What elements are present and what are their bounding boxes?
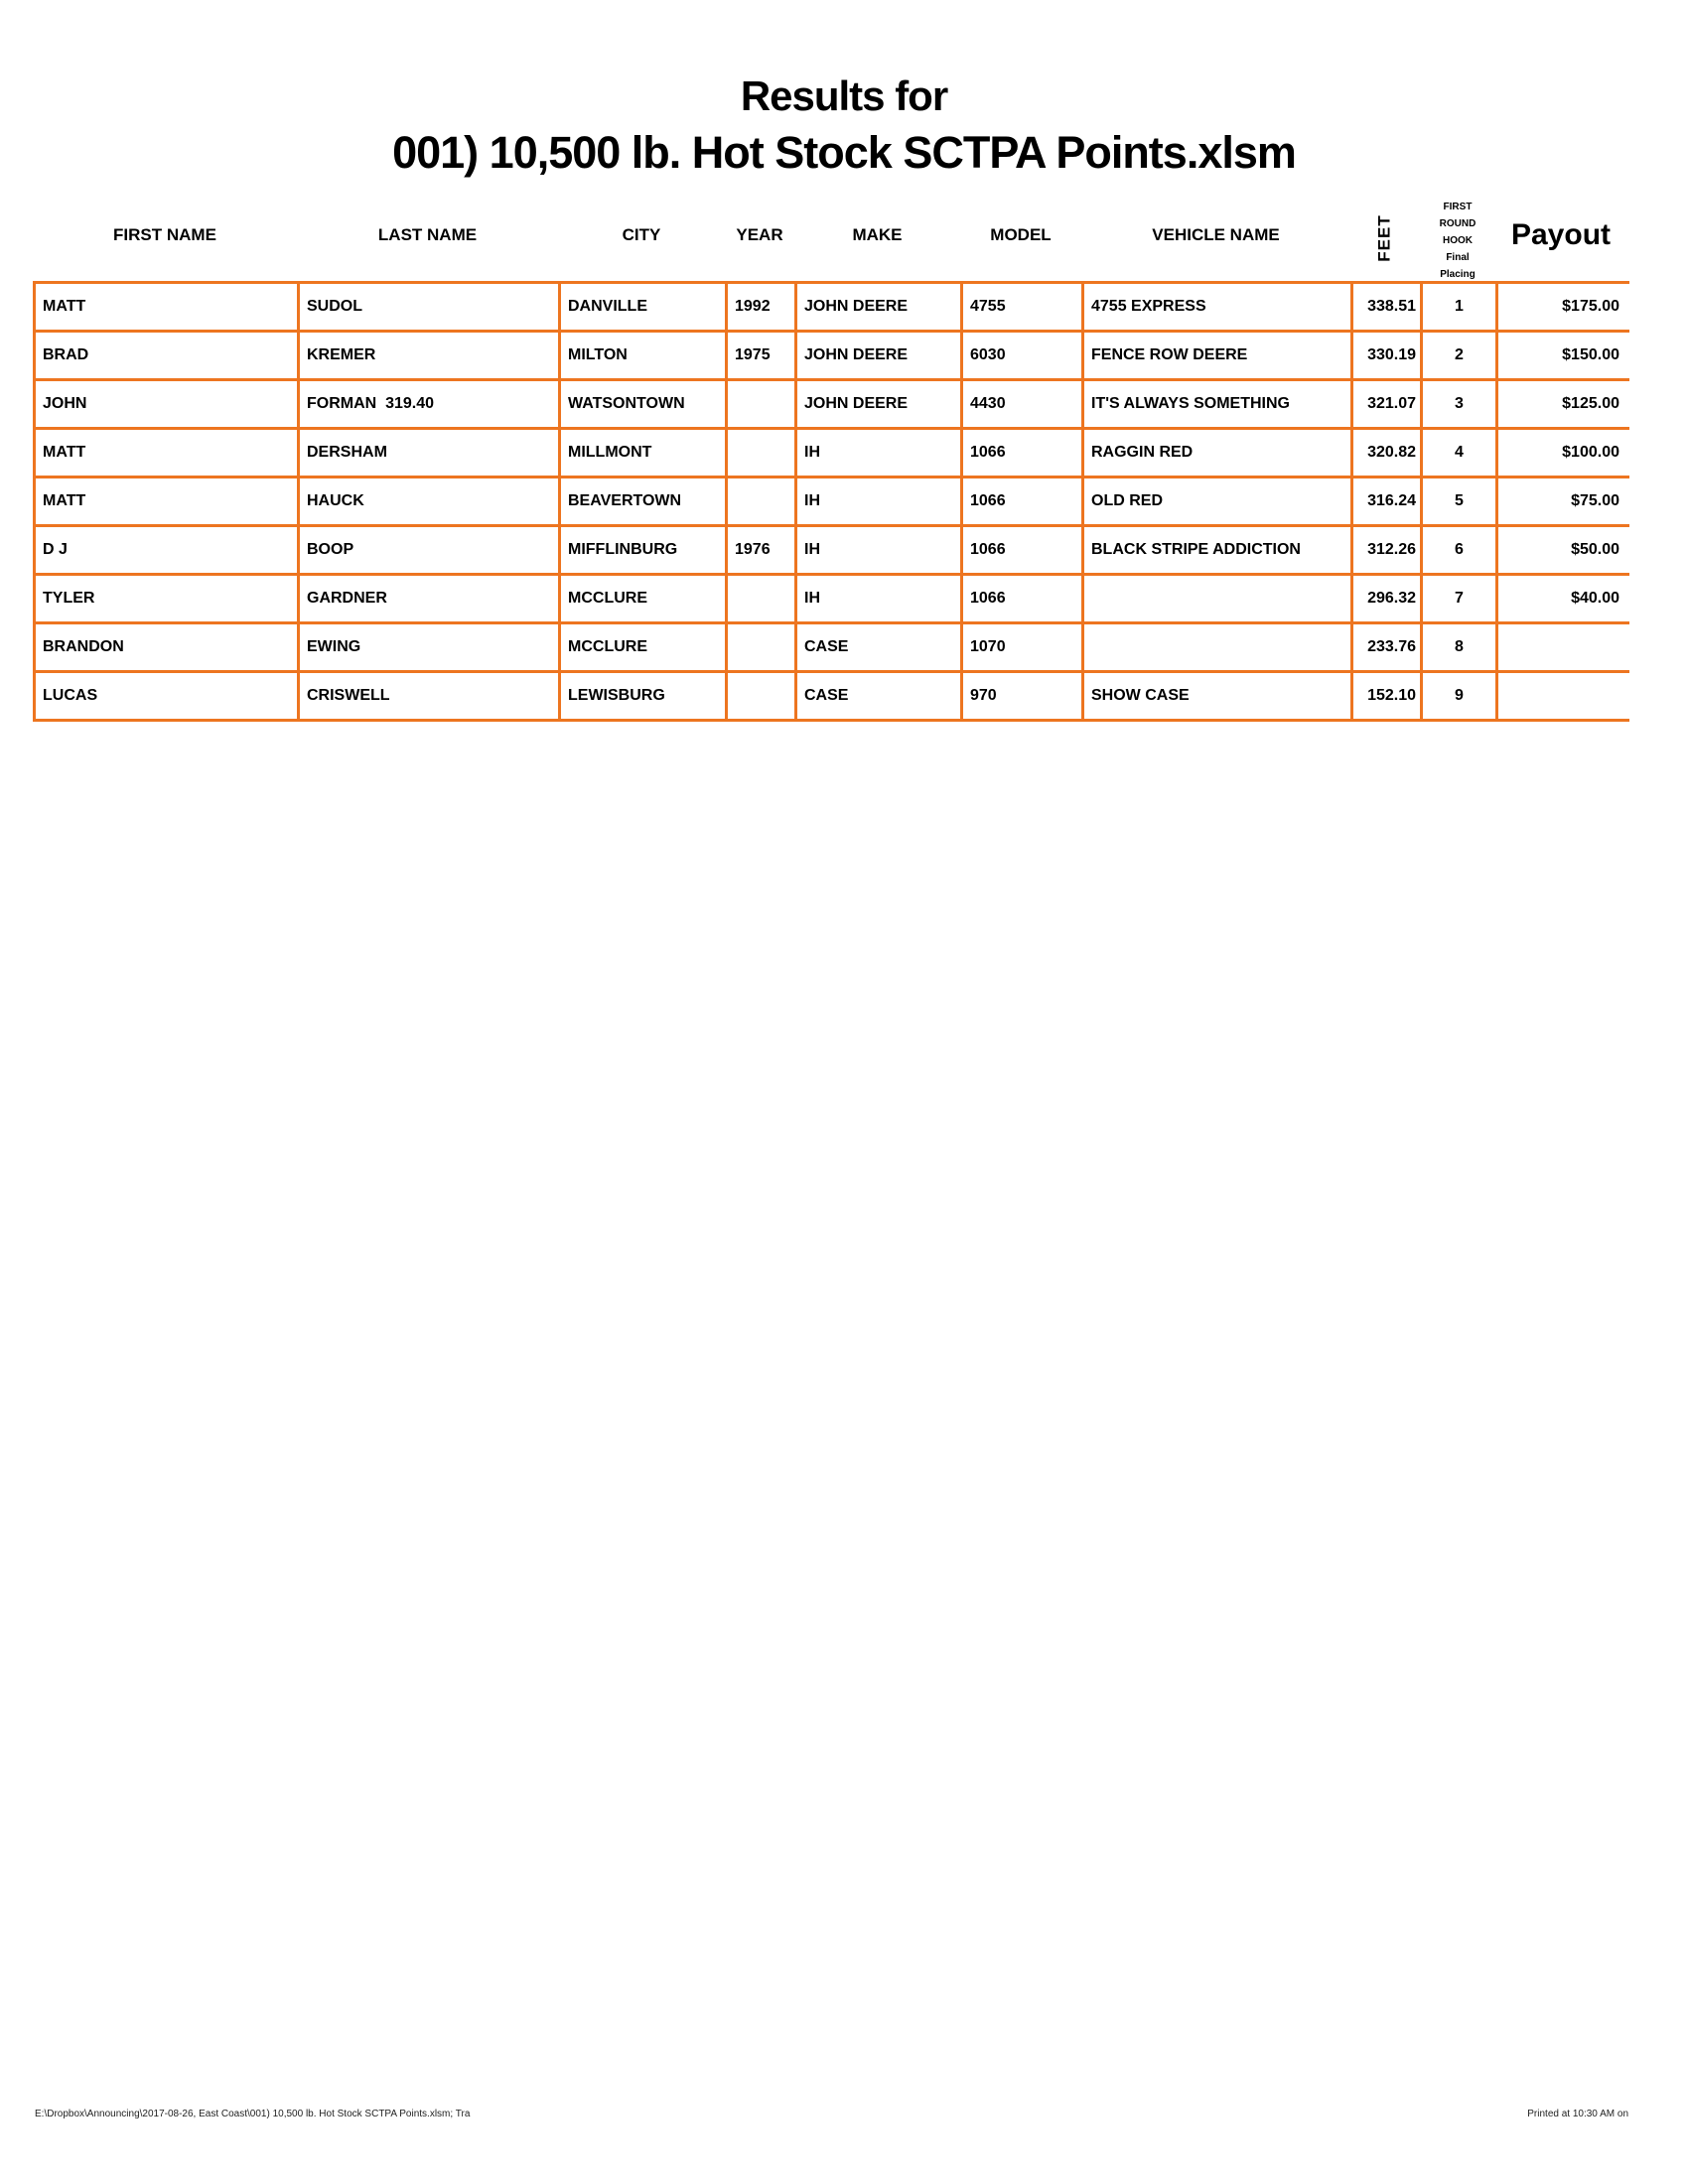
- table-cell: 9: [1423, 673, 1498, 722]
- footer-file-path: E:\Dropbox\Announcing\2017-08-26, East Coast\001) 10,500 lb. Hot Stock SCTPA Points.xlsm; Tra: [35, 2109, 471, 2119]
- table-cell: SHOW CASE: [1084, 673, 1353, 722]
- table-cell: 970: [963, 673, 1084, 722]
- header-year: YEAR: [736, 224, 783, 244]
- header-first-round-hook: [1420, 189, 1495, 281]
- table-cell: 4: [1423, 430, 1498, 478]
- table-cell: 330.19: [1353, 333, 1423, 381]
- table-row: [36, 333, 1629, 381]
- header-model: MODEL: [990, 224, 1052, 244]
- table-cell: $125.00: [1498, 381, 1629, 430]
- table-cell: 321.07: [1353, 381, 1423, 430]
- table-cell: WATSONTOWN: [561, 381, 728, 430]
- table-cell: $175.00: [1498, 284, 1629, 333]
- page-subtitle: 001) 10,500 lb. Hot Stock SCTPA Points.xlsm: [392, 127, 1296, 178]
- table-cell: 1992: [728, 284, 797, 333]
- table-row: [36, 673, 1629, 722]
- table-cell: 2: [1423, 333, 1498, 381]
- table-cell: GARDNER: [300, 576, 561, 624]
- hook-line: HOOK: [1443, 235, 1473, 246]
- table-cell: 233.76: [1353, 624, 1423, 673]
- hook-line: Final: [1446, 252, 1470, 263]
- table-cell: IH: [797, 478, 963, 527]
- table-cell: MIFFLINBURG: [561, 527, 728, 576]
- table-cell: 1066: [963, 576, 1084, 624]
- table-cell: $40.00: [1498, 576, 1629, 624]
- table-row: [36, 527, 1629, 576]
- table-cell: 1066: [963, 478, 1084, 527]
- table-cell: 3: [1423, 381, 1498, 430]
- table-cell: [1498, 624, 1629, 673]
- table-cell: D J: [36, 527, 300, 576]
- table-cell: LEWISBURG: [561, 673, 728, 722]
- header-feet: [1350, 189, 1420, 281]
- table-cell: 338.51: [1353, 284, 1423, 333]
- table-cell: KREMER: [300, 333, 561, 381]
- table-cell: 296.32: [1353, 576, 1423, 624]
- table-cell: IH: [797, 430, 963, 478]
- table-cell: TYLER: [36, 576, 300, 624]
- table-cell: JOHN DEERE: [797, 381, 963, 430]
- table-cell: BRAD: [36, 333, 300, 381]
- table-cell: $100.00: [1498, 430, 1629, 478]
- table-cell: 1066: [963, 527, 1084, 576]
- table-cell: MILLMONT: [561, 430, 728, 478]
- table-cell: BLACK STRIPE ADDICTION: [1084, 527, 1353, 576]
- table-cell: [1498, 673, 1629, 722]
- footer-printed-timestamp: Printed at 10:30 AM on: [1527, 2109, 1628, 2119]
- table-cell: DERSHAM: [300, 430, 561, 478]
- table-cell: IH: [797, 576, 963, 624]
- table-cell: MCCLURE: [561, 624, 728, 673]
- hook-line: Placing: [1440, 269, 1476, 280]
- table-cell: 4755: [963, 284, 1084, 333]
- table-cell: IH: [797, 527, 963, 576]
- table-cell: 5: [1423, 478, 1498, 527]
- table-cell: BEAVERTOWN: [561, 478, 728, 527]
- table-cell: FORMAN 319.40: [300, 381, 561, 430]
- table-cell: OLD RED: [1084, 478, 1353, 527]
- table-cell: LUCAS: [36, 673, 300, 722]
- table-cell: CRISWELL: [300, 673, 561, 722]
- table-cell: 316.24: [1353, 478, 1423, 527]
- table-cell: 6: [1423, 527, 1498, 576]
- table-cell: 312.26: [1353, 527, 1423, 576]
- table-cell: IT'S ALWAYS SOMETHING: [1084, 381, 1353, 430]
- table-header-row: [33, 189, 1629, 281]
- hook-line: ROUND: [1439, 218, 1477, 229]
- table-cell: 1975: [728, 333, 797, 381]
- table-cell: BRANDON: [36, 624, 300, 673]
- table-cell: $75.00: [1498, 478, 1629, 527]
- table-cell: MATT: [36, 430, 300, 478]
- header-payout: Payout: [1510, 217, 1612, 251]
- table-cell: CASE: [797, 624, 963, 673]
- table-row: [36, 430, 1629, 478]
- header-feet-label: FEET: [1374, 213, 1394, 262]
- table-cell: [728, 381, 797, 430]
- table-cell: 320.82: [1353, 430, 1423, 478]
- table-cell: MATT: [36, 478, 300, 527]
- header-vehicle-name: VEHICLE NAME: [1152, 224, 1280, 244]
- table-cell: [1084, 576, 1353, 624]
- table-cell: JOHN DEERE: [797, 284, 963, 333]
- table-cell: [728, 430, 797, 478]
- table-cell: 4755 EXPRESS: [1084, 284, 1353, 333]
- table-cell: MATT: [36, 284, 300, 333]
- table-cell: $50.00: [1498, 527, 1629, 576]
- table-cell: [1084, 624, 1353, 673]
- table-cell: MILTON: [561, 333, 728, 381]
- table-cell: $150.00: [1498, 333, 1629, 381]
- table-cell: [728, 624, 797, 673]
- header-last-name: LAST NAME: [377, 224, 478, 244]
- table-row: [36, 284, 1629, 333]
- table-cell: 1: [1423, 284, 1498, 333]
- table-cell: HAUCK: [300, 478, 561, 527]
- table-cell: 1066: [963, 430, 1084, 478]
- table-cell: 152.10: [1353, 673, 1423, 722]
- header-city: CITY: [622, 224, 661, 244]
- header-make: MAKE: [852, 224, 903, 244]
- table-cell: [728, 673, 797, 722]
- table-row: [36, 478, 1629, 527]
- table-cell: 1070: [963, 624, 1084, 673]
- header-first-name: FIRST NAME: [113, 224, 216, 244]
- hook-line: FIRST: [1443, 202, 1473, 212]
- table-row: [36, 576, 1629, 624]
- table-cell: JOHN DEERE: [797, 333, 963, 381]
- table-cell: EWING: [300, 624, 561, 673]
- table-cell: CASE: [797, 673, 963, 722]
- table-cell: FENCE ROW DEERE: [1084, 333, 1353, 381]
- table-row: [36, 381, 1629, 430]
- table-row: [36, 624, 1629, 673]
- table-cell: [728, 576, 797, 624]
- table-cell: DANVILLE: [561, 284, 728, 333]
- table-cell: MCCLURE: [561, 576, 728, 624]
- table-cell: JOHN: [36, 381, 300, 430]
- table-cell: 4430: [963, 381, 1084, 430]
- results-table: [33, 281, 1629, 722]
- table-cell: RAGGIN RED: [1084, 430, 1353, 478]
- page-title: Results for: [740, 72, 948, 119]
- table-cell: 1976: [728, 527, 797, 576]
- table-cell: 8: [1423, 624, 1498, 673]
- table-cell: 7: [1423, 576, 1498, 624]
- table-cell: [728, 478, 797, 527]
- table-cell: BOOP: [300, 527, 561, 576]
- table-cell: 6030: [963, 333, 1084, 381]
- table-cell: SUDOL: [300, 284, 561, 333]
